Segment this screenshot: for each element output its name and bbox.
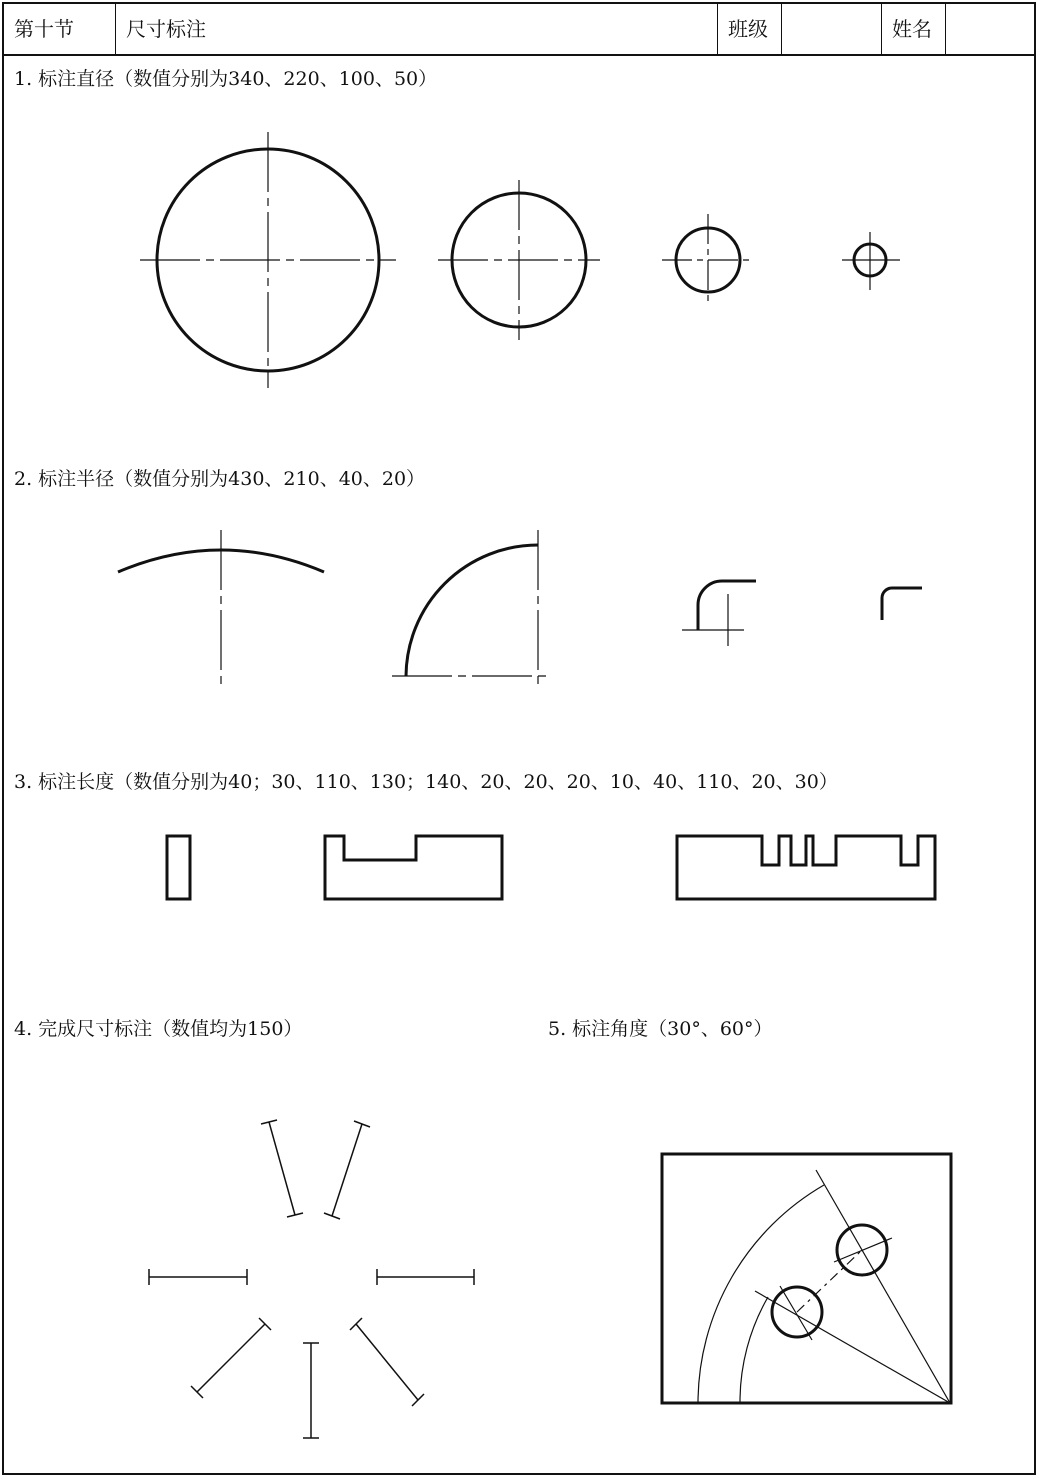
block-slots-multi	[677, 836, 935, 899]
question-2-title: 2. 标注半径（数值分别为430、210、40、20）	[14, 468, 426, 490]
question-3-title: 3. 标注长度（数值分别为40；30、110、130；140、20、20、20、10、40、110、20、30）	[14, 771, 838, 793]
question-4-title: 4. 完成尺寸标注（数值均为150）	[14, 1018, 303, 1040]
arc-r40	[698, 581, 756, 630]
block-40	[167, 836, 190, 899]
q3-length-figures	[167, 836, 935, 899]
q4-dimension-lines	[149, 1120, 474, 1438]
arc-r210	[406, 545, 538, 676]
name-label: 姓名	[882, 4, 946, 54]
q5-angle-figure	[662, 1154, 951, 1403]
question-1-title: 1. 标注直径（数值分别为340、220、100、50）	[14, 68, 438, 90]
arc-r20	[882, 588, 922, 620]
question-5-title: 5. 标注角度（30°、60°）	[548, 1018, 773, 1040]
q2-radius-figures	[118, 530, 922, 690]
block-slot-single	[325, 836, 502, 899]
section-cell: 第十节	[4, 4, 116, 54]
q1-diameter-figures	[140, 132, 900, 388]
class-label: 班级	[718, 4, 782, 54]
angle-frame	[662, 1154, 951, 1403]
topic-cell: 尺寸标注	[116, 4, 718, 54]
